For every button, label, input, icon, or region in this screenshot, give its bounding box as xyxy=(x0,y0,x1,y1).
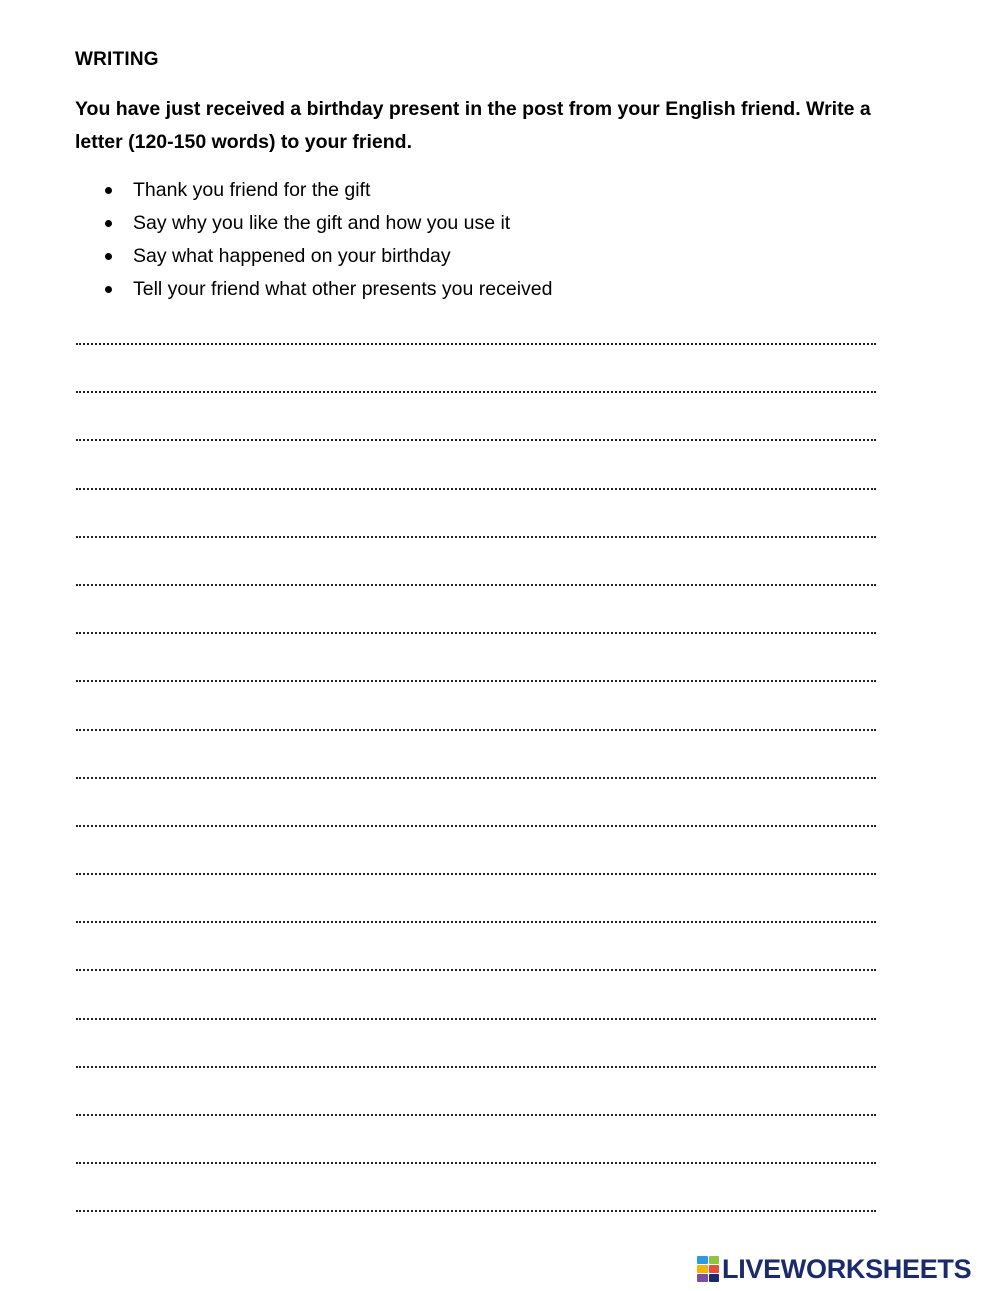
task-bullet-text: Tell your friend what other presents you received xyxy=(133,278,553,300)
answer-line[interactable] xyxy=(76,1164,876,1212)
answer-line[interactable] xyxy=(76,345,876,393)
bullet-dot-icon xyxy=(105,286,112,293)
logo-block xyxy=(709,1265,720,1273)
task-bullet xyxy=(75,207,552,240)
task-bullet-text: Thank you friend for the gift xyxy=(133,179,371,201)
task-bullet-list xyxy=(75,174,552,306)
liveworksheets-logo-icon xyxy=(697,1256,719,1282)
answer-line[interactable] xyxy=(76,441,876,489)
answer-line[interactable] xyxy=(76,682,876,730)
task-bullet xyxy=(75,273,552,306)
answer-line[interactable] xyxy=(76,586,876,634)
answer-line[interactable] xyxy=(76,634,876,682)
answer-line[interactable] xyxy=(76,330,876,345)
answer-line[interactable] xyxy=(76,923,876,971)
logo-text: LIVEWORKSHEETS xyxy=(722,1254,972,1284)
logo-block xyxy=(697,1265,708,1273)
answer-line[interactable] xyxy=(76,538,876,586)
section-heading: WRITING xyxy=(75,49,159,70)
logo-block xyxy=(697,1274,708,1282)
answer-line[interactable] xyxy=(76,779,876,827)
task-bullet-text: Say what happened on your birthday xyxy=(133,245,451,267)
logo-block xyxy=(709,1274,720,1282)
writing-prompt: You have just received a birthday present in the post from your English friend. Write a letter (120-150 words) to your friend. xyxy=(75,98,871,153)
answer-line[interactable] xyxy=(76,1068,876,1116)
answer-line[interactable] xyxy=(76,827,876,875)
logo-block xyxy=(697,1256,708,1264)
answer-line[interactable] xyxy=(76,875,876,923)
task-bullet xyxy=(75,174,552,207)
task-bullet xyxy=(75,240,552,273)
bullet-dot-icon xyxy=(105,220,112,227)
task-bullet-text: Say why you like the gift and how you use it xyxy=(133,212,511,234)
answer-line[interactable] xyxy=(76,731,876,779)
bullet-dot-icon xyxy=(105,187,112,194)
answer-line[interactable] xyxy=(76,1020,876,1068)
answer-line[interactable] xyxy=(76,490,876,538)
bullet-dot-icon xyxy=(105,253,112,260)
answer-line[interactable] xyxy=(76,971,876,1019)
answer-writing-area[interactable] xyxy=(76,330,876,1212)
liveworksheets-logo xyxy=(697,1252,971,1286)
answer-line[interactable] xyxy=(76,393,876,441)
answer-line[interactable] xyxy=(76,1116,876,1164)
logo-block xyxy=(709,1256,720,1264)
